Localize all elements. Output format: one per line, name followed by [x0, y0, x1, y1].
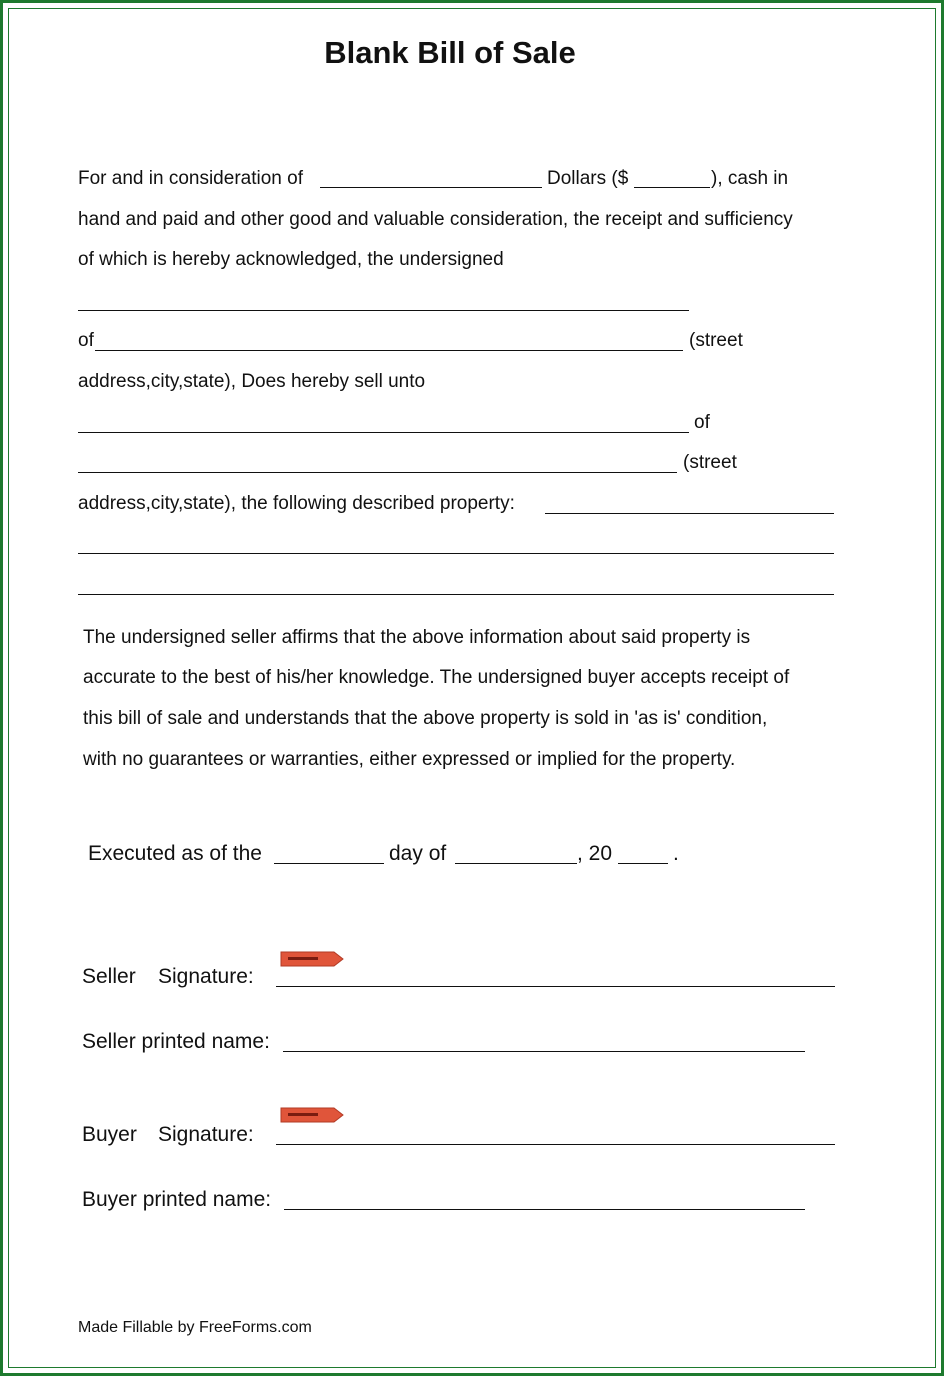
buyer-printed-name-field[interactable]: [284, 1209, 805, 1210]
sell-unto-text: address,city,state), Does hereby sell unto: [78, 371, 426, 392]
footer-credit: Made Fillable by FreeForms.com: [78, 1319, 312, 1336]
of-label: of: [694, 412, 710, 433]
executed-label: Executed as of the: [88, 842, 262, 865]
buyer-address-field[interactable]: [78, 472, 677, 473]
day-field[interactable]: [274, 863, 384, 864]
consideration-words-field[interactable]: [320, 187, 542, 188]
property-label: address,city,state), the following described property:: [78, 493, 515, 514]
signature-label: Signature:: [158, 1123, 254, 1146]
seller-signature-field[interactable]: [276, 986, 835, 987]
seller-label: Seller: [82, 965, 136, 988]
street-label: (street: [683, 452, 737, 473]
affirm-line-4: with no guarantees or warranties, either expressed or implied for the property.: [83, 749, 736, 770]
seller-printed-name-label: Seller printed name:: [82, 1030, 270, 1053]
affirm-line-3: this bill of sale and understands that the above property is sold in 'as is' condition,: [83, 708, 768, 729]
property-field-1[interactable]: [545, 513, 834, 514]
period-label: .: [673, 842, 679, 865]
buyer-label: Buyer: [82, 1123, 137, 1146]
buyer-name-field[interactable]: [78, 432, 689, 433]
seller-printed-name-field[interactable]: [283, 1051, 805, 1052]
signature-label: Signature:: [158, 965, 254, 988]
affirm-line-2: accurate to the best of his/her knowledge. The undersigned buyer accepts receipt of: [83, 667, 790, 688]
consideration-label: For and in consideration of: [78, 168, 303, 189]
seller-address-field[interactable]: [95, 350, 683, 351]
cash-in-label: ), cash in: [711, 168, 789, 189]
street-label: (street: [689, 330, 743, 351]
day-of-label: day of: [389, 842, 447, 865]
acknowledged-text: of which is hereby acknowledged, the undersigned: [78, 249, 504, 270]
dollar-amount-field[interactable]: [634, 187, 710, 188]
document-title: Blank Bill of Sale: [324, 35, 576, 70]
dollars-label: Dollars ($: [547, 168, 629, 189]
property-field-3[interactable]: [78, 594, 834, 595]
buyer-printed-name-label: Buyer printed name:: [82, 1188, 272, 1211]
sign-here-tag-icon: [280, 1107, 344, 1123]
of-label: of: [78, 330, 94, 351]
consideration-text: hand and paid and other good and valuable consideration, the receipt and sufficiency: [78, 209, 793, 230]
buyer-signature-field[interactable]: [276, 1144, 835, 1145]
year-field[interactable]: [618, 863, 668, 864]
seller-name-field[interactable]: [78, 310, 689, 311]
month-field[interactable]: [455, 863, 577, 864]
property-field-2[interactable]: [78, 553, 834, 554]
sign-here-tag-icon: [280, 951, 344, 967]
year-prefix-label: , 20: [577, 842, 613, 865]
affirm-line-1: The undersigned seller affirms that the above information about said property is: [83, 627, 751, 648]
